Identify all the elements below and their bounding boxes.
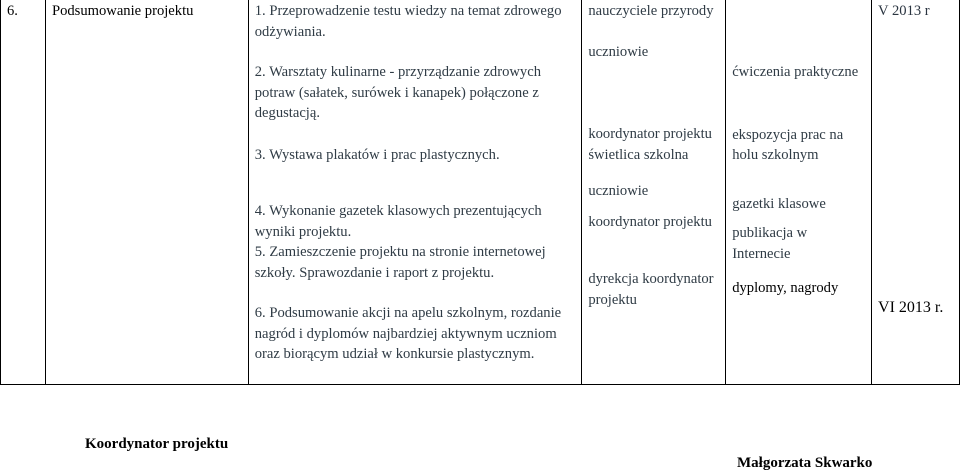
date-cell — [872, 0, 960, 385]
date-2: VI 2013 r. — [878, 298, 944, 316]
stage-name-cell — [45, 0, 248, 385]
responsible-4: uczniowie — [588, 183, 649, 199]
stage-number-cell — [1, 0, 46, 385]
task-2: 2. Warsztaty kulinarne - przyrządzanie zdrowych potraw (sałatek, surówek i kanapek) połączone z degustacją. — [254, 64, 541, 121]
date-1: V 2013 r — [878, 3, 930, 19]
responsible-6: dyrekcja koordynator projektu — [588, 271, 714, 308]
task-3: 3. Wystawa plakatów i prac plastycznych. — [254, 146, 500, 163]
form-1: ćwiczenia praktyczne — [732, 64, 859, 80]
tasks-cell — [248, 0, 582, 385]
coordinator-signature: Małgorzata Skwarko — [737, 455, 873, 471]
responsible-2: uczniowie — [588, 43, 649, 60]
task-6: 6. Podsumowanie akcji na apelu szkolnym, rozdanie nagród i dyplomów najbardziej aktywnym uczniom oraz biorącym udział w konkursie plastycznym. — [254, 305, 562, 362]
form-5: dyplomy, nagrody — [732, 280, 839, 296]
task-1: 1. Przeprowadzenie testu wiedzy na temat zdrowego odżywiania. — [254, 3, 562, 40]
responsible-1: nauczyciele przyrody — [588, 3, 714, 19]
form-3: gazetki klasowe — [732, 195, 826, 212]
responsible-cell — [582, 0, 726, 385]
responsible-3: koordynator projektu świetlica szkolna — [588, 126, 712, 163]
task-5: 5. Zamieszczenie projektu na stronie internetowej szkoły. Sprawozdanie i raport z projektu. — [254, 244, 546, 281]
task-4: 4. Wykonanie gazetek klasowych prezentujących wyniki projektu. — [254, 203, 542, 240]
form-2: ekspozycja prac na holu szkolnym — [732, 126, 844, 163]
stage-number: 6. — [7, 3, 18, 19]
coordinator-label: Koordynator projektu — [85, 436, 229, 452]
stage-name: Podsumowanie projektu — [51, 3, 194, 19]
form-cell — [726, 0, 872, 385]
responsible-5: koordynator projektu — [588, 213, 712, 230]
form-4: publikacja w Internecie — [732, 225, 808, 262]
